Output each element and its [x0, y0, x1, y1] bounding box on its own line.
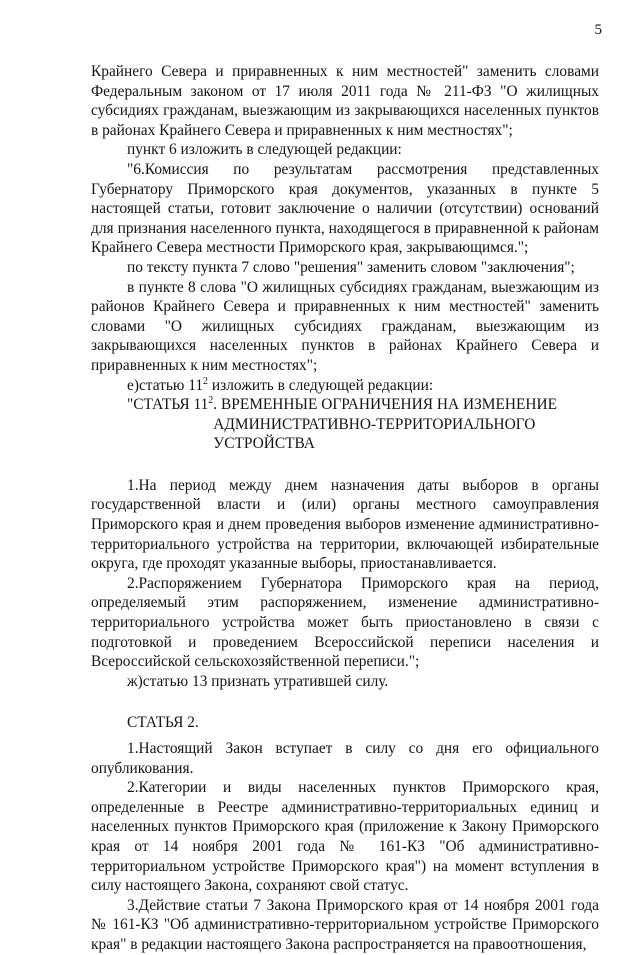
article-point-2: 2.Распоряжением Губернатора Приморского края на период, определяемый этим распоряжением, изменение административно-территориального устройства может быть приостановлено в связи с подготовкой и проведением Всероссийской переписи населения и Всероссийской сельскохозяйственной переписи.";	[91, 574, 599, 671]
item-e-prefix: е)статью 11	[127, 376, 204, 394]
item-zh: ж)статью 13 признать утратившей силу.	[127, 672, 389, 690]
document-body	[91, 62, 599, 955]
article-11-2-heading	[91, 395, 599, 454]
article-2-title: СТАТЬЯ 2.	[127, 714, 199, 732]
paragraph-point-6-text: "6.Комиссия по результатам рассмотрения представленных Губернатору Приморского края документов, указанных в пункте 5 настоящей статьи, готовит заключение о наличии (отсутствии) оснований для признания населенного пункта, находящегося в приравненной к районам Крайнего Севера местности Приморского края, закрывающимся.";	[91, 160, 599, 257]
page-number: 5	[594, 22, 602, 38]
article-2-point-3: 3.Действие статьи 7 Закона Приморского края от 14 ноября 2001 года № 161-КЗ "Об административно-территориальном устройстве Приморского края" в редакции настоящего Закона распространяется на правоотношения,	[91, 896, 599, 953]
heading-text: . ВРЕМЕННЫЕ ОГРАНИЧЕНИЯ НА ИЗМЕНЕНИЕ АДМИНИСТРАТИВНО-ТЕРРИТОРИАЛЬНОГО УСТРОЙСТВА	[213, 396, 558, 453]
paragraph-continuation: Крайнего Севера и приравненных к ним местностей" заменить словами Федеральным законом от 17 июля 2011 года № 211-ФЗ "О жилищных субсидиях гражданам, выезжающим из закрывающихся населенных пунктов в районах Крайнего Севера и приравненных к ним местностях";	[91, 63, 599, 139]
heading-lead: "СТАТЬЯ 11	[127, 396, 209, 414]
item-e	[91, 376, 599, 396]
paragraph-point-7: по тексту пункта 7 слово "решения" заменить словом "заключения";	[127, 258, 575, 276]
paragraph-point-8: в пункте 8 слова "О жилищных субсидиях гражданам, выезжающим из районов Крайнего Севера и приравненных к ним местностей" заменить словами "О жилищных субсидиях гражданам, выезжающим из закрывающихся населенных пунктов в районах Крайнего Севера и приравненных к ним местностях";	[91, 278, 599, 374]
article-2-point-1: 1.Настоящий Закон вступает в силу со дня его официального опубликования.	[91, 740, 599, 777]
heading-sup: 2	[208, 394, 214, 406]
item-e-sup: 2	[203, 375, 209, 387]
article-2-point-2: 2.Категории и виды населенных пунктов Приморского края, определенные в Реестре административно-территориальных единиц и населенных пунктов Приморского края (приложение к Закону Приморского края от 14 ноября 2001 года № 161-КЗ "Об административно-территориальном устройстве Приморского края") на момент вступления в силу настоящего Закона, сохраняют свой статус.	[91, 779, 599, 895]
item-e-suffix: изложить в следующей редакции:	[208, 376, 434, 394]
paragraph-point-6-intro: пункт 6 изложить в следующей редакции:	[127, 141, 402, 159]
article-point-1: 1.На период между днем назначения даты выборов в органы государственной власти и (или) органы местного самоуправления Приморского края и днем проведения выборов изменение административно-территориального устройства на территории, включающей избирательные округа, где проходят указанные выборы, приостанавливается.	[91, 476, 599, 573]
